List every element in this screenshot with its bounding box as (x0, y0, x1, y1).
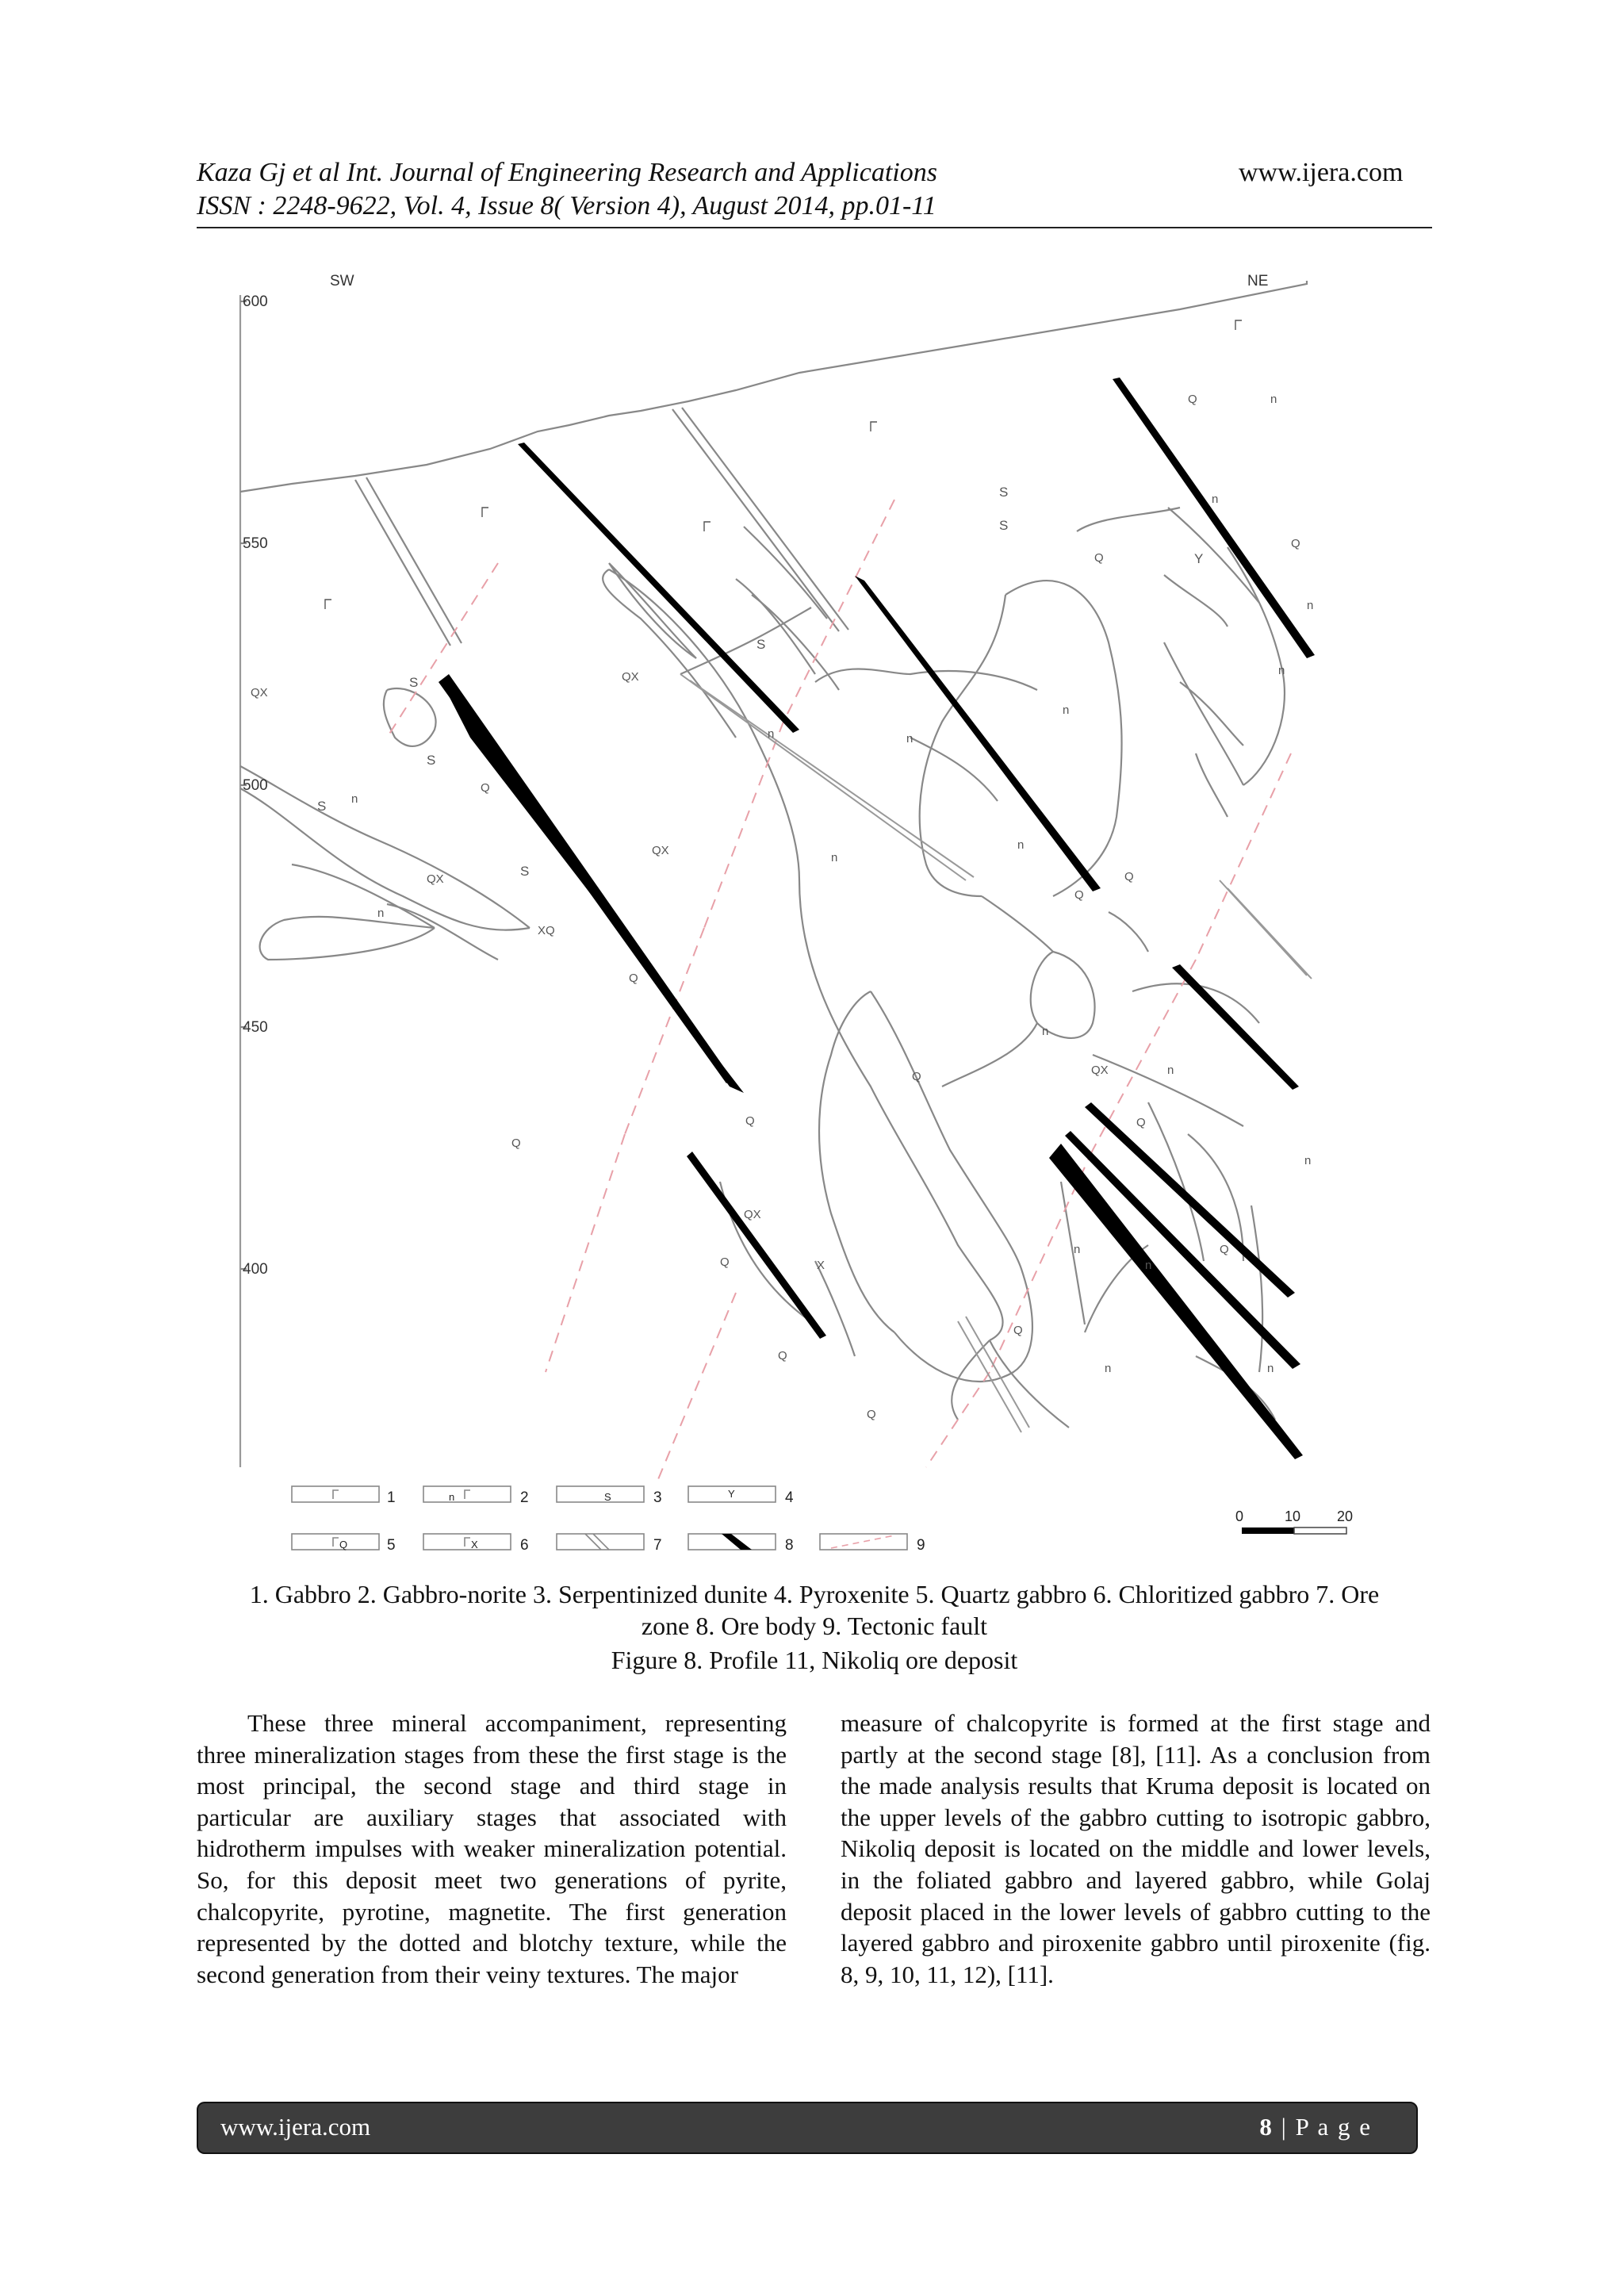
legend-item-1 (292, 1486, 379, 1502)
svg-text:Q: Q (339, 1539, 348, 1550)
legend-item-7 (557, 1534, 644, 1550)
svg-text:S: S (999, 518, 1009, 533)
contact-lines (240, 281, 1307, 1467)
svg-text:n: n (1167, 1064, 1174, 1077)
svg-text:Q: Q (912, 1070, 921, 1083)
svg-text:7: 7 (653, 1537, 662, 1554)
journal-title: Kaza Gj et al Int. Journal of Engineering Research and Applications (197, 158, 937, 187)
svg-text:n: n (1307, 599, 1314, 612)
svg-text:8: 8 (785, 1537, 794, 1554)
body-column-right: measure of chalcopyrite is formed at the first stage and partly at the second stage [8], [11]. As a conclusion from the made analysis results that Kruma deposit is located on the upper levels of the gabbro cutting to isotropic gabbro, Nikoliq deposit is located on the middle and lower levels, in the foliated gabbro and layered gabbro, while Golaj deposit placed in the lower levels of gabbro cutting to the layered gabbro and piroxenite gabbro until piroxenite (fig. 8, 9, 10, 11, 12), [11]. (841, 1709, 1431, 1988)
elevation-400: 400 (243, 1261, 268, 1278)
svg-text:n: n (831, 851, 838, 864)
svg-text:QX: QX (427, 872, 444, 886)
svg-text:1: 1 (387, 1489, 396, 1506)
legend-item-9 (820, 1534, 907, 1550)
svg-text:QX: QX (652, 844, 669, 857)
legend-item-8 (688, 1534, 776, 1550)
svg-text:X: X (471, 1539, 478, 1550)
svg-text:n: n (1145, 1259, 1152, 1272)
svg-text:n: n (1212, 493, 1219, 506)
svg-text:n: n (906, 732, 914, 746)
svg-text:S: S (604, 1491, 611, 1503)
direction-ne: NE (1247, 273, 1269, 289)
svg-text:n: n (1304, 1154, 1312, 1167)
svg-text:S: S (756, 637, 766, 652)
svg-text:2: 2 (520, 1489, 529, 1506)
svg-text:Q: Q (745, 1114, 755, 1128)
svg-text:n: n (1074, 1243, 1081, 1256)
svg-text:Q: Q (1013, 1324, 1023, 1337)
legend-item-5 (292, 1534, 379, 1550)
label-qx (251, 670, 1109, 1272)
issn-line: ISSN : 2248-9622, Vol. 4, Issue 8( Version 4), August 2014, pp.01-11 (197, 191, 936, 220)
legend-item-6 (423, 1534, 511, 1550)
svg-text:Q: Q (481, 781, 490, 795)
body-column-left: These three mineral accompaniment, representing three mineralization stages from these the first stage is the most principal, the second stage and third stage in particular are auxiliary stages that associated with hidrotherm impulses with weaker mineralization potential. So, for this deposit meet two generations of pyrite, chalcopyrite, pyrotine, magnetite. The first generation represented by the dotted and blotchy texture, while the second generation from their veiny textures. The major (197, 1709, 787, 1988)
svg-text:n: n (1063, 703, 1070, 717)
svg-text:n: n (768, 727, 775, 741)
gabbro-symbol (325, 320, 1242, 609)
svg-text:S: S (427, 753, 436, 768)
elevation-600: 600 (243, 293, 268, 310)
svg-text:Q: Q (629, 972, 638, 985)
svg-text:Q: Q (778, 1349, 787, 1363)
legend-item-3 (557, 1486, 644, 1502)
svg-text:Q: Q (511, 1137, 521, 1150)
svg-text:XQ: XQ (538, 924, 555, 937)
svg-text:Q: Q (1094, 551, 1104, 565)
svg-text:n: n (1267, 1362, 1274, 1375)
figure-title: Figure 8. Profile 11, Nikoliq ore deposit (611, 1646, 1018, 1674)
svg-text:Q: Q (1136, 1116, 1146, 1129)
legend-item-2 (423, 1486, 511, 1502)
svg-text:S: S (409, 675, 419, 690)
svg-text:n: n (1278, 664, 1285, 677)
ore-zone-lines (680, 674, 1312, 1432)
svg-text:Q: Q (1188, 393, 1197, 406)
page-label: | P a g e (1281, 2113, 1372, 2141)
svg-text:Q: Q (720, 1255, 730, 1269)
svg-text:QX: QX (251, 686, 268, 700)
header-website: www.ijera.com (1239, 158, 1404, 187)
svg-text:S: S (999, 485, 1009, 500)
elevation-550: 550 (243, 535, 268, 552)
svg-text:QX: QX (744, 1208, 761, 1221)
svg-text:Q: Q (867, 1408, 876, 1421)
svg-text:0: 0 (1235, 1508, 1244, 1524)
page-footer (197, 2102, 1418, 2154)
svg-text:4: 4 (785, 1489, 794, 1506)
svg-text:n: n (351, 792, 358, 806)
footer-website[interactable]: www.ijera.com (220, 2113, 371, 2141)
svg-text:X: X (817, 1259, 825, 1272)
geologic-profile-figure (197, 262, 1434, 1570)
legend (292, 1486, 1353, 1554)
svg-text:Y: Y (1194, 551, 1204, 566)
scale-bar (1235, 1508, 1353, 1534)
svg-text:n: n (449, 1491, 455, 1503)
svg-text:Y: Y (728, 1488, 735, 1500)
svg-text:10: 10 (1285, 1508, 1301, 1524)
svg-text:Q: Q (1124, 870, 1134, 884)
svg-text:n: n (1017, 838, 1025, 852)
footer-page (1259, 2113, 1372, 2141)
svg-text:QX: QX (1091, 1064, 1109, 1077)
svg-text:Q: Q (1220, 1243, 1229, 1256)
svg-text:20: 20 (1337, 1508, 1354, 1524)
svg-text:9: 9 (917, 1537, 925, 1554)
svg-text:5: 5 (387, 1537, 396, 1554)
svg-text:Q: Q (1291, 537, 1300, 550)
svg-text:n: n (1270, 393, 1277, 406)
page-number: 8 (1259, 2113, 1274, 2141)
tectonic-faults (387, 500, 1291, 1483)
svg-text:n: n (1105, 1362, 1112, 1375)
rock-symbols (251, 320, 1313, 1421)
svg-text:n: n (1042, 1025, 1049, 1038)
svg-text:S: S (317, 799, 327, 814)
svg-text:6: 6 (520, 1537, 529, 1554)
direction-sw: SW (330, 273, 354, 289)
elevation-450: 450 (243, 1019, 268, 1036)
svg-text:3: 3 (653, 1489, 662, 1506)
header-rule (197, 227, 1432, 228)
svg-text:Q: Q (1074, 888, 1084, 902)
svg-text:QX: QX (622, 670, 639, 684)
svg-text:n: n (377, 907, 385, 920)
elevation-500: 500 (243, 777, 268, 794)
label-n (351, 393, 1313, 1375)
figure-legend-caption-cont: zone 8. Ore body 9. Tectonic fault (641, 1612, 988, 1640)
figure-legend-caption: 1. Gabbro 2. Gabbro-norite 3. Serpentinized dunite 4. Pyroxenite 5. Quartz gabbro 6. Chloritized gabbro 7. Ore (249, 1580, 1380, 1608)
svg-text:S: S (520, 864, 530, 879)
